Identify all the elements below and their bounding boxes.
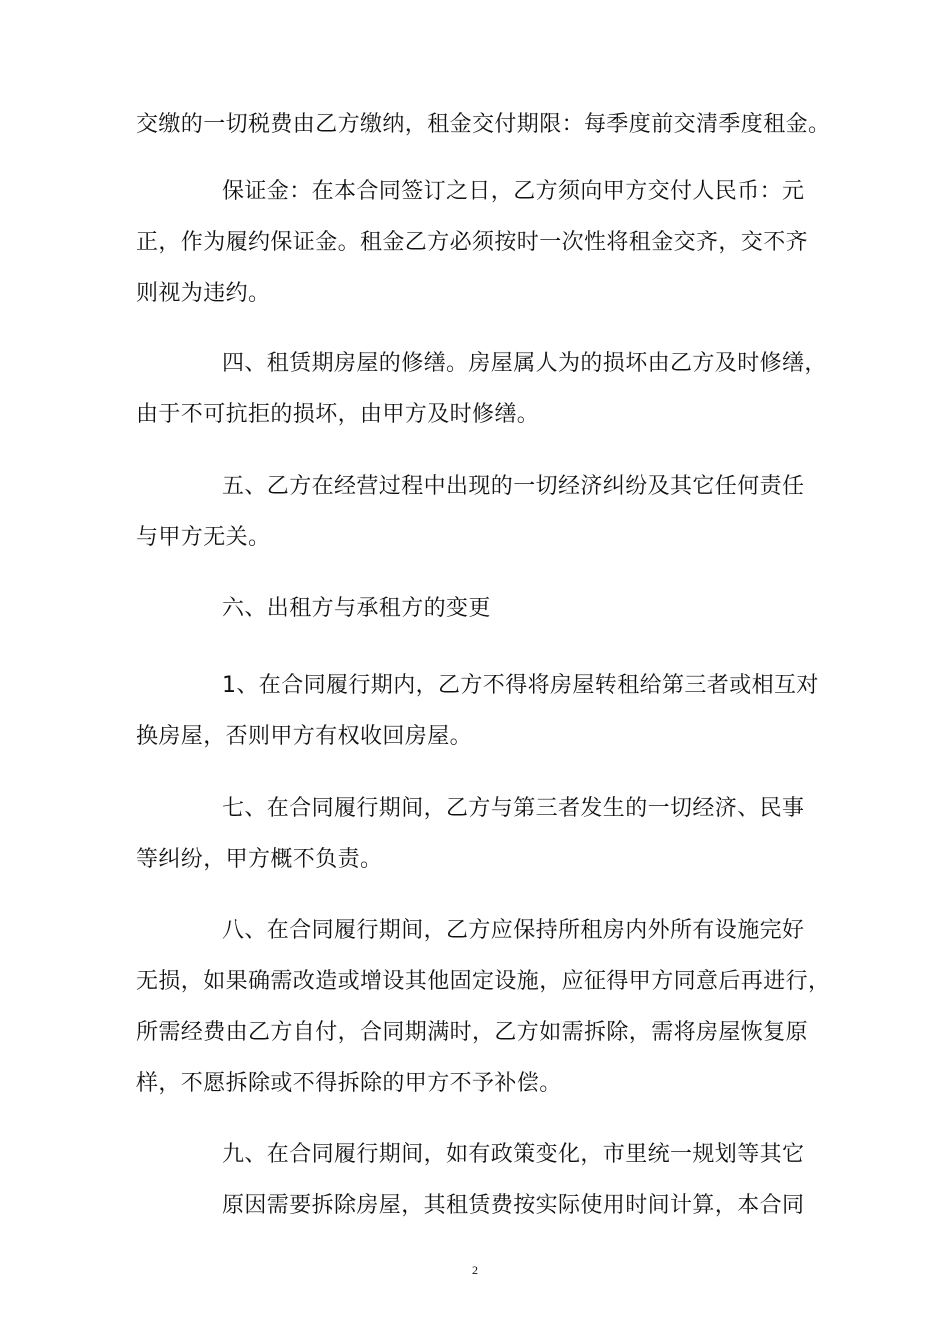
text-line: 与甲方无关。 [136,525,271,550]
text-line: 保证金：在本合同签订之日，乙方须向甲方交付人民币：元 [222,179,805,204]
text-line: 换房屋，否则甲方有权收回房屋。 [136,724,473,749]
text-line: 六、出租方与承租方的变更 [222,596,491,621]
text-line: 七、在合同履行期间，乙方与第三者发生的一切经济、民事 [222,796,805,821]
text-line: 无损，如果确需改造或增设其他固定设施，应征得甲方同意后再进行， [136,969,831,994]
text-line: 五、乙方在经营过程中出现的一切经济纠纷及其它任何责任 [222,474,805,499]
page-number: 2 [472,1263,478,1277]
text-line: 等纠纷，甲方概不负责。 [136,847,383,872]
text-line: 交缴的一切税费由乙方缴纳，租金交付期限：每季度前交清季度租金。 [136,112,831,137]
text-line: 样，不愿拆除或不得拆除的甲方不予补偿。 [136,1071,562,1096]
text-line: 则视为违约。 [136,281,271,306]
text-line: 所需经费由乙方自付，合同期满时，乙方如需拆除，需将房屋恢复原 [136,1020,809,1045]
text-line: 九、在合同履行期间，如有政策变化，市里统一规划等其它 [222,1142,805,1167]
text-line: 八、在合同履行期间，乙方应保持所租房内外所有设施完好 [222,918,805,943]
text-line: 正，作为履约保证金。租金乙方必须按时一次性将租金交齐，交不齐 [136,230,809,255]
text-line: 原因需要拆除房屋，其租赁费按实际使用时间计算，本合同 [222,1193,805,1218]
text-line: 由于不可抗拒的损坏，由甲方及时修缮。 [136,402,540,427]
text-line: 1、在合同履行期内，乙方不得将房屋转租给第三者或相互对 [222,673,819,698]
text-line: 四、租赁期房屋的修缮。房屋属人为的损坏由乙方及时修缮， [222,351,827,376]
